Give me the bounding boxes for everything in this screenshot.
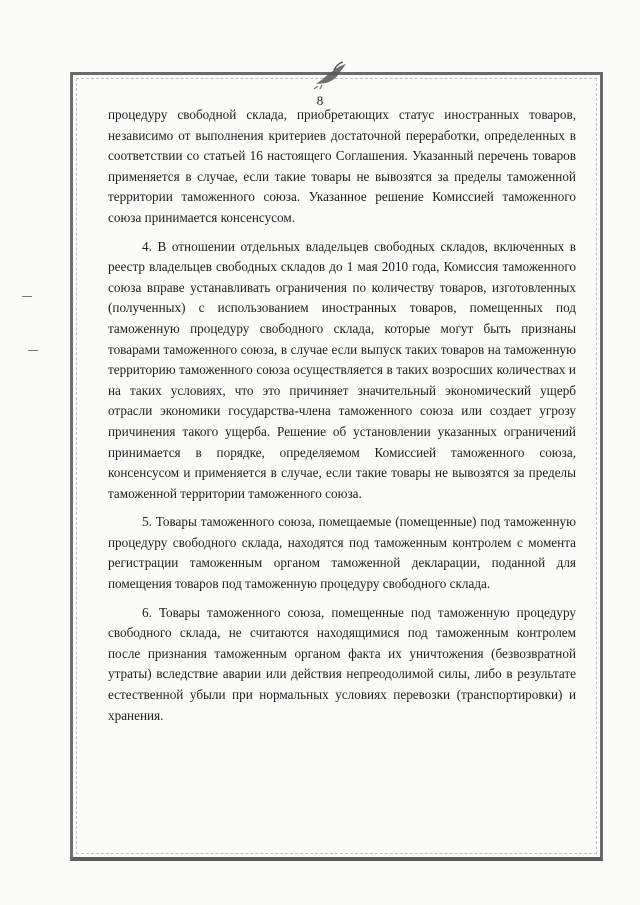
paragraph-5: 5. Товары таможенного союза, помещаемые (помещенные) под таможенную процедуру свободного склада, находятся под таможенным контролем с момента регистрации таможенным органом таможенной декларации, поданной для помещения товаров под таможенную процедуру свободного склада.: [108, 514, 576, 592]
paragraph-4: 4. В отношении отдельных владельцев свободных складов, включенных в реестр владельцев свободных складов до 1 мая 2010 года, Комиссия таможенного союза вправе устанавливать ограничения по количеству товаров, изготовленных (полученных) с использованием иностранных товаров, помещенных под таможенную процедуру свободного склада, которые могут быть признаны товарами таможенного союза, в случае если выпуск таких товаров на таможенную территорию таможенного союза осуществляется в таких возросших количествах и на таких условиях, что это причиняет значительный экономический ущерб отрасли экономики государства-члена таможенного союза или создает угрозу причинения такого ущерба. Решение об установлении указанных ограничений принимается в порядке, определяемом Комиссией таможенного союза, консенсусом и применяется в случае, если такие товары не вывозятся за пределы таможенной территории таможенного союза.: [108, 238, 576, 501]
bird-stamp-icon: [312, 60, 352, 90]
page-number: 8: [316, 93, 324, 108]
document-body: [108, 105, 576, 726]
paragraph-6: 6. Товары таможенного союза, помещенные под таможенную процедуру свободного склада, не считаются находящимися под таможенным контролем после признания таможенным органом факта их уничтожения (безвозвратной утраты) вследствие аварии или действия непреодолимой силы, либо в результате естественной убыли при нормальных условиях перевозки (транспортировки) и хранения.: [108, 604, 576, 723]
margin-mark: [22, 296, 32, 297]
margin-mark: [28, 350, 38, 351]
paragraph-continuation: процедуру свободной склада, приобретающих статус иностранных товаров, независимо от выполнения критериев достаточной переработки, определенных в соответствии со статьей 16 настоящего Соглашения. Указанный перечень товаров применяется в случае, если такие товары не вывозятся за пределы таможенной территории таможенного союза. Указанное решение Комиссией таможенного союза принимается консенсусом.: [108, 107, 576, 225]
